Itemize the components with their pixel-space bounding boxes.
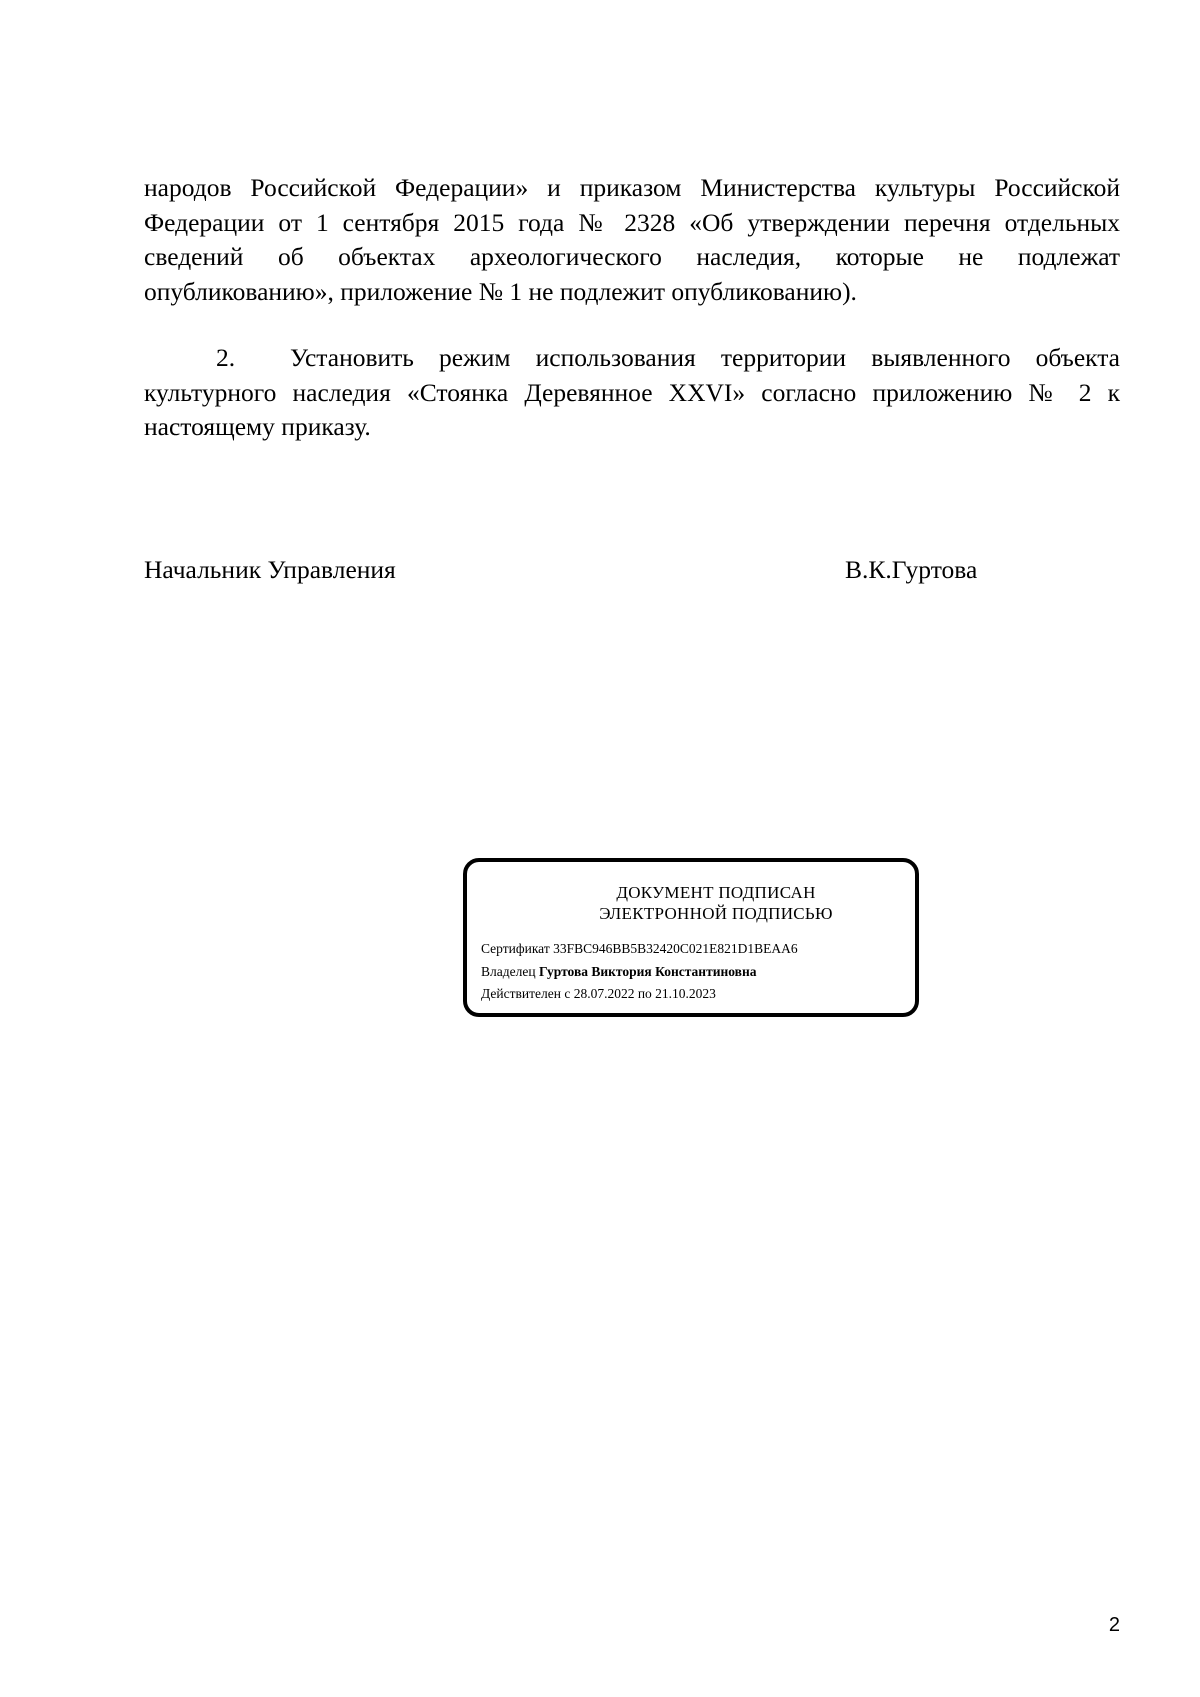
owner-label: Владелец xyxy=(481,963,536,979)
paragraph-line: опубликованию», приложение № 1 не подлежит опубликованию). xyxy=(144,276,857,306)
paragraph-line-text: Установить режим использования территории выявленного объекта xyxy=(290,343,1120,372)
owner-value: Гуртова Виктория Константиновна xyxy=(538,963,757,979)
paragraph-continuation xyxy=(144,171,1120,309)
stamp-title-line: ДОКУМЕНТ ПОДПИСАН xyxy=(616,883,816,902)
paragraph-line: Федерации от 1 сентября 2015 года № 2328 «Об утверждении перечня отдельных xyxy=(144,207,1120,237)
numbered-paragraph xyxy=(144,341,1120,445)
paragraph-line: сведений об объектах археологического наследия, которые не подлежат xyxy=(144,242,1120,271)
valid-from-label: с xyxy=(564,986,571,1001)
paragraph-line xyxy=(144,341,1120,376)
stamp-title-line: ЭЛЕКТРОННОЙ ПОДПИСЬЮ xyxy=(599,904,833,923)
signer-position: Начальник Управления xyxy=(144,555,396,584)
page-number: 2 xyxy=(1108,1614,1120,1636)
electronic-signature-stamp xyxy=(463,858,919,1017)
stamp-details xyxy=(481,938,798,1006)
signer-name: В.К.Гуртова xyxy=(845,555,978,584)
paragraph-line: культурного наследия «Стоянка Деревянное XXVI» согласно приложению № 2 к xyxy=(144,377,1120,407)
valid-from-date: 28.07.2022 xyxy=(573,986,635,1001)
stamp-certificate-row xyxy=(481,938,798,961)
valid-to-label: по xyxy=(637,986,652,1001)
stamp-owner-row xyxy=(481,961,798,984)
stamp-validity-row xyxy=(481,983,798,1006)
stamp-title xyxy=(517,882,915,924)
valid-label: Действителен xyxy=(481,986,561,1001)
paragraph-line: настоящему приказу. xyxy=(144,412,371,441)
item-number: 2. xyxy=(216,343,236,372)
paragraph-line: народов Российской Федерации» и приказом Министерства культуры Российской xyxy=(144,173,1120,202)
certificate-value: 33FBC946BB5B32420C021E821D1BEAA6 xyxy=(553,941,798,956)
valid-to-date: 21.10.2023 xyxy=(655,986,716,1001)
certificate-label: Сертификат xyxy=(481,941,550,956)
